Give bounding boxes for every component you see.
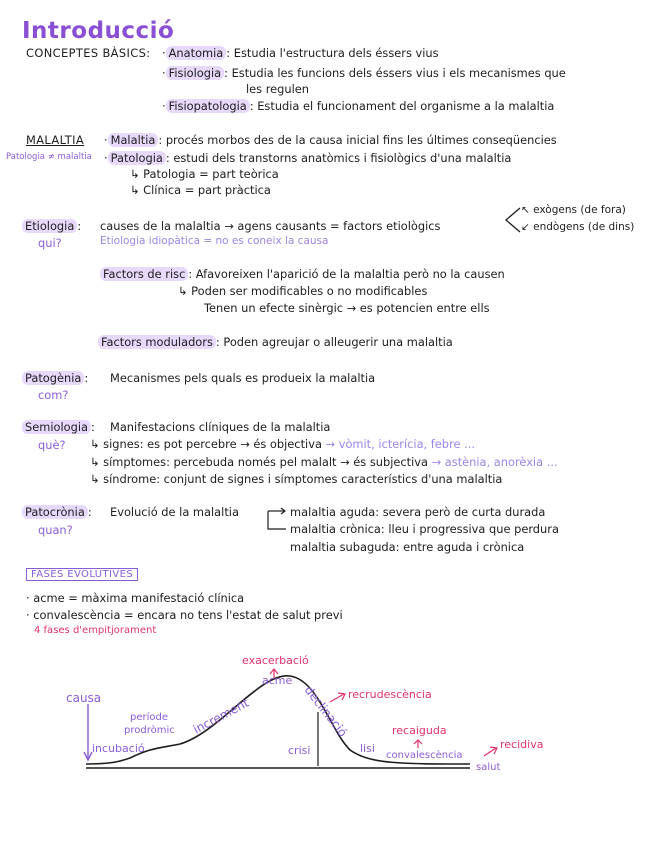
- label-convalescencia: convalescència: [386, 750, 463, 761]
- concept-anatomia: · Anatomia : Estudia l'estructura dels éssers vius: [162, 46, 439, 60]
- concept-fisiologia-cont: les regulen: [246, 82, 310, 96]
- patogenia-question: com?: [38, 388, 69, 402]
- semiologia-text: Manifestacions clíniques de la malaltia: [110, 420, 331, 434]
- recaiguda-arrow: [414, 740, 422, 748]
- semiologia-signes: ↳ signes: es pot percebre → és objectiva → vòmit, icterícia, febre ...: [90, 437, 475, 451]
- label-causa: causa: [66, 691, 102, 705]
- malaltia-heading: MALALTIA: [26, 133, 85, 147]
- label-recrudescencia: recrudescència: [348, 688, 432, 701]
- factors-risc-2: ↳ Poden ser modificables o no modificables: [178, 284, 428, 298]
- label-periode: període: [130, 712, 169, 723]
- concepts-label: CONCEPTES BÀSICS:: [26, 46, 151, 60]
- label-acme: acme: [262, 674, 293, 687]
- label-recidiva: recidiva: [500, 738, 544, 751]
- patogenia-text: Mecanismes pels quals es produeix la malaltia: [110, 371, 376, 385]
- term-fisiopatologia: Fisiopatologia: [166, 99, 250, 113]
- fases-empitjorament: 4 fases d'empitjorament: [34, 625, 157, 636]
- label-prodromic: prodròmic: [124, 725, 175, 736]
- semiologia-sindrome: ↳ síndrome: conjunt de signes i símptomes característics d'una malaltia: [90, 472, 503, 486]
- patologia-definition: · Patologia : estudi dels transtorns anatòmics i fisiològics d'una malaltia: [104, 151, 512, 165]
- factors-risc: Factors de risc : Afavoreixen l'aparició de la malaltia però no la causen: [100, 267, 505, 281]
- patocronia-aguda: malaltia aguda: severa però de curta durada: [290, 505, 546, 519]
- etiologia-idiopatica: Etiologia idiopàtica = no es coneix la causa: [100, 235, 329, 247]
- term-fisiologia: Fisiologia: [166, 66, 224, 80]
- fases-acme: · acme = màxima manifestació clínica: [26, 591, 245, 605]
- label-exacerbacio: exacerbació: [242, 654, 309, 667]
- patocronia-question: quan?: [38, 523, 73, 537]
- patologia-sub2: ↳ Clínica = part pràctica: [130, 183, 271, 197]
- etiologia-text: causes de la malaltia → agens causants = factors etiològics: [100, 219, 441, 233]
- etiologia-exogens: ↖ exògens (de fora): [521, 204, 626, 216]
- branch-arrow-icon: [264, 505, 290, 535]
- recidiva-arrow: [484, 747, 497, 756]
- fases-heading: FASES EVOLUTIVES: [26, 568, 138, 581]
- patocronia-subaguda: malaltia subaguda: entre aguda i crònica: [290, 540, 525, 554]
- recrudescencia-arrow: [330, 693, 345, 702]
- etiologia-question: qui?: [38, 236, 62, 250]
- factors-risc-3: Tenen un efecte sinèrgic → es potencien entre ells: [204, 301, 490, 315]
- label-salut: salut: [476, 762, 501, 773]
- patogenia-term: Patogènia :: [22, 371, 88, 385]
- label-lisi: lisi: [360, 742, 375, 755]
- patocronia-cronica: malaltia crònica: lleu i progressiva que perdura: [290, 522, 559, 536]
- malaltia-side-note: Patologia ≠ malaltia: [6, 152, 92, 162]
- label-crisi: crisi: [288, 744, 311, 757]
- patologia-sub1: ↳ Patologia = part teòrica: [130, 167, 279, 181]
- label-recaiguda: recaiguda: [392, 724, 447, 737]
- disease-course-diagram: [0, 640, 646, 790]
- factors-moduladors: Factors moduladors : Poden agreujar o alleugerir una malaltia: [98, 335, 453, 349]
- label-declinacio: declinació: [301, 683, 350, 740]
- malaltia-definition: · Malaltia : procés morbos des de la causa inicial fins les últimes conseqüencies: [104, 133, 557, 147]
- patocronia-term: Patocrònia :: [22, 505, 92, 519]
- concept-fisiologia: · Fisiologia : Estudia les funcions dels éssers vius i els mecanismes que: [162, 66, 566, 80]
- semiologia-term: Semiologia :: [22, 420, 95, 434]
- semiologia-question: què?: [38, 438, 66, 452]
- etiologia-term: Etiologia :: [22, 219, 81, 233]
- label-incubacio: incubació: [92, 742, 145, 755]
- patocronia-text: Evolució de la malaltia: [110, 505, 239, 519]
- fases-convalescencia: · convalescència = encara no tens l'estat de salut previ: [26, 608, 343, 622]
- page-title: Introducció: [22, 18, 175, 44]
- term-anatomia: Anatomia: [166, 46, 227, 60]
- etiologia-endogens: ↙ endògens (de dins): [521, 221, 635, 233]
- label-increment: increment: [190, 695, 252, 737]
- semiologia-simptomes: ↳ símptomes: percebuda només pel malalt → és subjectiva → astènia, anorèxia ...: [90, 455, 558, 469]
- concept-fisiopatologia: · Fisiopatologia : Estudia el funcionament del organisme a la malaltia: [162, 99, 555, 113]
